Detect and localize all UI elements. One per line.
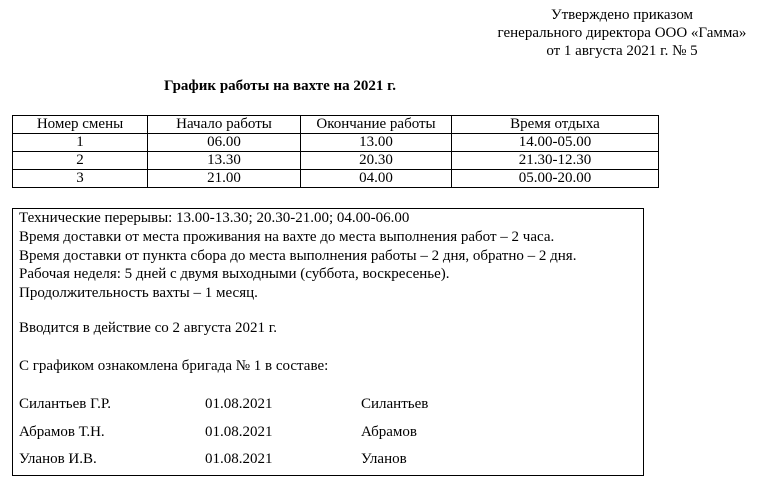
note-duration: Продолжительность вахты – 1 месяц. <box>19 285 258 301</box>
header-start-time: Начало работы <box>148 116 301 134</box>
note-effective: Вводится в действие со 2 августа 2021 г. <box>19 320 277 336</box>
approval-line-3: от 1 августа 2021 г. № 5 <box>546 43 698 59</box>
header-shift-number: Номер смены <box>13 116 148 134</box>
notes-box <box>12 208 644 476</box>
approval-line-1: Утверждено приказом <box>550 7 694 23</box>
signature-date: 01.08.2021 <box>205 396 273 412</box>
note-delivery-collection: Время доставки от пункта сбора до места выполнения работы – 2 дня, обратно – 2 дня. <box>19 248 577 264</box>
cell-start: 21.00 <box>148 170 301 188</box>
cell-shift: 2 <box>13 152 148 170</box>
cell-end: 20.30 <box>301 152 452 170</box>
table-row <box>13 170 659 188</box>
cell-end: 04.00 <box>301 170 452 188</box>
signature-name: Силантьев Г.Р. <box>19 396 112 412</box>
approval-line-2: генерального директора ООО «Гамма» <box>497 25 747 41</box>
cell-rest: 05.00-20.00 <box>452 170 659 188</box>
note-acquainted: С графиком ознакомлена бригада № 1 в составе: <box>19 358 329 374</box>
signature-date: 01.08.2021 <box>205 424 273 440</box>
signature-name: Уланов И.В. <box>19 451 97 467</box>
approval-block <box>486 6 758 60</box>
table-row <box>13 134 659 152</box>
header-end-time: Окончание работы <box>301 116 452 134</box>
cell-shift: 1 <box>13 134 148 152</box>
note-delivery-residence: Время доставки от места проживания на вахте до места выполнения работ – 2 часа. <box>19 229 555 245</box>
document-title: График работы на вахте на 2021 г. <box>163 78 397 94</box>
signature-date: 01.08.2021 <box>205 451 273 467</box>
signature-name: Абрамов Т.Н. <box>19 424 105 440</box>
signature-handwritten: Уланов <box>361 451 407 467</box>
cell-start: 06.00 <box>148 134 301 152</box>
table-row <box>13 152 659 170</box>
cell-rest: 14.00-05.00 <box>452 134 659 152</box>
cell-rest: 21.30-12.30 <box>452 152 659 170</box>
cell-shift: 3 <box>13 170 148 188</box>
header-rest-time: Время отдыха <box>452 116 659 134</box>
cell-end: 13.00 <box>301 134 452 152</box>
schedule-table <box>12 115 659 188</box>
table-header-row <box>13 116 659 134</box>
cell-start: 13.30 <box>148 152 301 170</box>
signature-handwritten: Силантьев <box>361 396 429 412</box>
signature-handwritten: Абрамов <box>361 424 417 440</box>
note-work-week: Рабочая неделя: 5 дней с двумя выходными (суббота, воскресенье). <box>19 266 450 282</box>
note-breaks: Технические перерывы: 13.00-13.30; 20.30-21.00; 04.00-06.00 <box>19 210 410 226</box>
